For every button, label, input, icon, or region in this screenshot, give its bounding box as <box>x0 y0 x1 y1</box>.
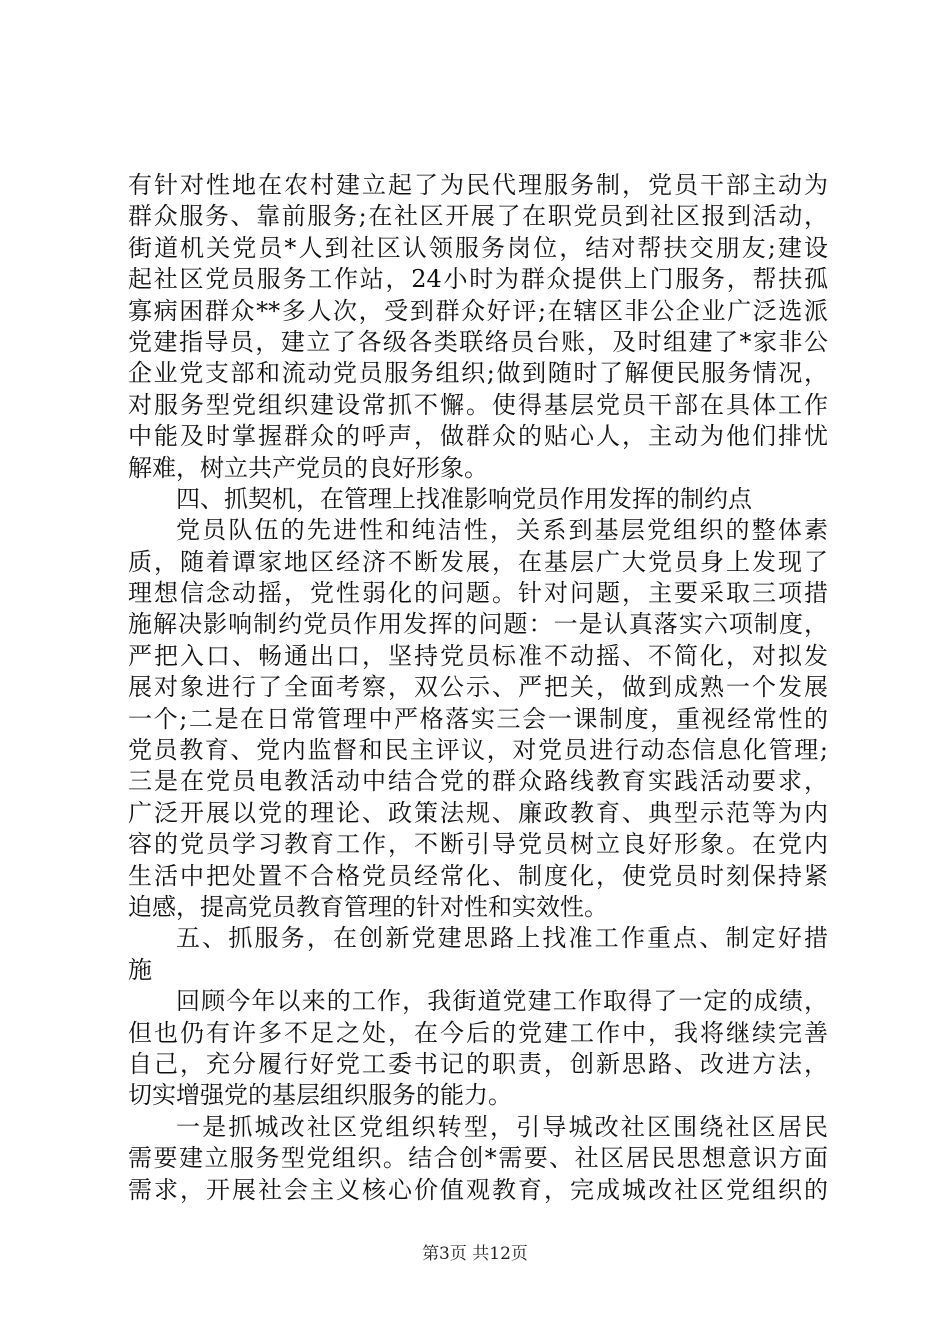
text-line: 解难，树立共产党员的良好形象。 <box>128 453 488 482</box>
text-line: 群众服务、靠前服务;在社区开展了在职党员到社区报到活动， <box>128 202 828 231</box>
text-line: 一是抓城改社区党组织转型，引导城改社区围绕社区居民 <box>176 1112 828 1141</box>
page-footer <box>0 1239 950 1264</box>
page-number: 第3页 <box>422 1244 467 1264</box>
text-line: 一个;二是在日常管理中严格落实三会一课制度，重视经常性的 <box>128 704 828 733</box>
text-line: 迫感，提高党员教育管理的针对性和实效性。 <box>128 892 608 921</box>
text-line: 展对象进行了全面考察，双公示、严把关，做到成熟一个发展 <box>128 673 828 702</box>
text-line: 需求，开展社会主义核心价值观教育，完成城改社区党组织的 <box>128 1175 828 1204</box>
text-line: 三是在党员电教活动中结合党的群众路线教育实践活动要求， <box>128 767 828 796</box>
text-line: 街道机关党员*人到社区认领服务岗位，结对帮扶交朋友;建设 <box>128 233 828 262</box>
text-line: 理想信念动摇，党性弱化的问题。针对问题，主要采取三项措 <box>128 579 828 608</box>
text-line: 寡病困群众**多人次，受到群众好评;在辖区非公企业广泛选派 <box>128 296 828 325</box>
text-line: 回顾今年以来的工作，我街道党建工作取得了一定的成绩， <box>176 987 828 1016</box>
text-line: 严把入口、畅通出口，坚持党员标准不动摇、不简化，对拟发 <box>128 641 828 670</box>
text-line: 自己，充分履行好党工委书记的职责，创新思路、改进方法， <box>128 1049 828 1078</box>
text-line: 起社区党员服务工作站，24小时为群众提供上门服务，帮扶孤 <box>128 265 828 294</box>
text-line: 需要建立服务型党组织。结合创*需要、社区居民思想意识方面 <box>128 1144 828 1173</box>
text-line: 质，随着谭家地区经济不断发展，在基层广大党员身上发现了 <box>128 547 828 576</box>
text-line: 四、抓契机，在管理上找准影响党员作用发挥的制约点 <box>176 484 752 513</box>
text-line: 施 <box>128 955 152 984</box>
text-line: 党建指导员，建立了各级各类联络员台账，及时组建了*家非公 <box>128 327 828 356</box>
text-line: 容的党员学习教育工作，不断引导党员树立良好形象。在党内 <box>128 830 828 859</box>
text-line: 党员教育、党内监督和民主评议，对党员进行动态信息化管理; <box>128 736 828 765</box>
text-line: 广泛开展以党的理论、政策法规、廉政教育、典型示范等为内 <box>128 798 828 827</box>
text-line: 党员队伍的先进性和纯洁性，关系到基层党组织的整体素 <box>176 516 828 545</box>
text-line: 对服务型党组织建设常抓不懈。使得基层党员干部在具体工作 <box>128 390 828 419</box>
text-line: 但也仍有许多不足之处，在今后的党建工作中，我将继续完善 <box>128 1018 828 1047</box>
document-body <box>128 170 828 1206</box>
text-line: 有针对性地在农村建立起了为民代理服务制，党员干部主动为 <box>128 171 828 199</box>
text-line: 施解决影响制约党员作用发挥的问题：一是认真落实六项制度， <box>128 610 828 639</box>
text-line: 五、抓服务，在创新党建思路上找准工作重点、制定好措 <box>176 924 828 953</box>
text-line: 切实增强党的基层组织服务的能力。 <box>128 1081 512 1110</box>
page-total: 共12页 <box>472 1244 528 1264</box>
text-line: 生活中把处置不合格党员经常化、制度化，使党员时刻保持紧 <box>128 861 828 890</box>
text-line: 中能及时掌握群众的呼声，做群众的贴心人，主动为他们排忧 <box>128 422 828 451</box>
text-line: 企业党支部和流动党员服务组织;做到随时了解便民服务情况， <box>128 359 828 388</box>
